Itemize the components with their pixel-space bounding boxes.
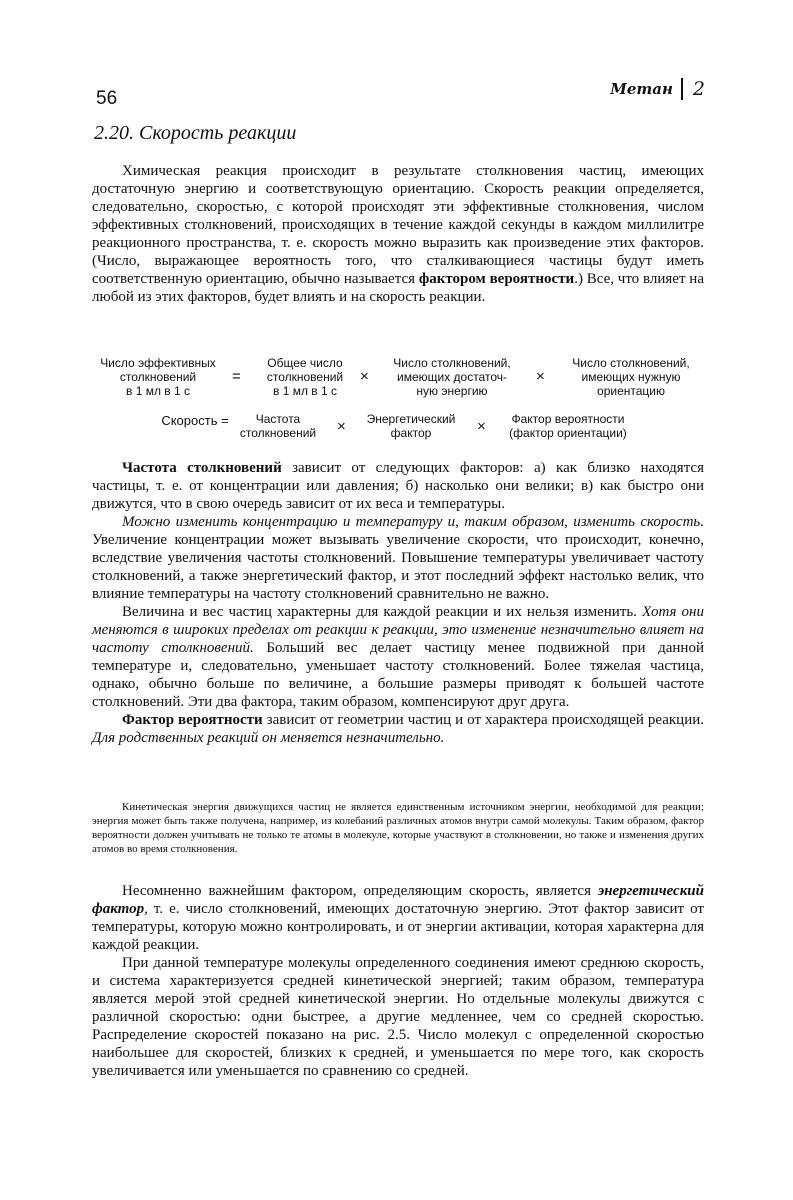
term-bold: энергетический фактор [92,883,704,917]
multiply-sign: × [337,418,346,435]
multiply-sign: × [536,368,545,385]
formula-term: Частота столкновений [239,412,317,440]
paragraph [92,459,704,513]
chapter-number: 2 [692,78,705,100]
text-run: Больший вес делает частицу менее подвижной при данной температуре и, следовательно, уменьшает частоту столкновений. Более тяжелая частица, однако, обычно больше по величине, а большие размеры приводят к большей частоте столкновений. Эти два фактора, таким образом, компенсируют друг друга. [92,640,704,710]
text-run: , т. е. число столкновений, имеющих достаточную энергию. Этот фактор зависит от температуры, которую можно контролировать, и от энергии активации, которая характерна для каждой реакции. [92,901,704,953]
formula-term: Общее число столкновений в 1 мл в 1 с [266,356,344,398]
formula-term: Энергетический фактор [366,412,456,440]
small-print-note [92,800,704,856]
paragraph [92,162,704,306]
formula-term: Фактор вероятности (фактор ориентации) [509,412,627,440]
term-bold: фактором вероятности [418,271,575,287]
note-text: Кинетическая энергия движущихся частиц не является единственным источником энергии, необходимой для реакции; энергия может быть также получена, например, из колебаний различных атомов внутри самой молекулы. Таким образом, фактор вероятности должен учитывать не только те атомы в молекуле, которые участвуют в столкновении, но также и изменения других атомов во время столкновения. [92,801,704,855]
paragraph [92,513,704,603]
paragraph [92,603,704,711]
text-italic: Хотя они меняются в широких пределах от реакции к реакции, это изменение незначительно влияет на частоту столкновений. [92,604,704,656]
paragraph [92,882,704,954]
formula-term: Число столкновений, имеющих достаточ- ную энергию [393,356,511,398]
running-head [610,78,705,100]
text-run: зависит от следующих факторов: а) как близко находятся частицы, т. е. от концентрации или давления; б) насколько они велики; в) как быстро они движутся, что в свою очередь зависит от их веса и температуры. [92,460,704,512]
multiply-sign: × [477,418,486,435]
term-bold: Частота столкновений [122,460,282,476]
divider [681,78,683,100]
body-paragraphs [92,459,704,747]
paragraph [92,711,704,747]
text-italic: Можно изменить концентрацию и температуру и, таким образом, изменить скорость. [122,514,704,530]
paragraph: При данной температуре молекулы определенного соединения имеют среднюю скорость, и система характеризуется средней кинетической энергией; таким образом, температура является мерой этой средней кинетической энергии. Но отдельные молекулы движутся с различной скоростью: одни быстрее, а другие медленнее, чем со средней скоростью. Распределение скоростей показано на рис. 2.5. Число молекул с определенной скоростью наибольшее для скоростей, близких к средней, и уменьшается по мере того, как скорость увеличивается или уменьшается по сравнению со средней. [92,955,704,1079]
text-run: Химическая реакция происходит в результате столкновения частиц, имеющих достаточную энергию и соответствующую ориентацию. Скорость реакции определяется, следовательно, скоростью, с которой происходят эти эффективные столкновения, числом эффективных столкновений, происходящих в течение каждой секунды в каждом миллилитре реакционного пространства, т. е. скорость можно выразить как произведение этих факторов. (Число, выражающее вероятность того, что сталкивающиеся частицы будут иметь соответственную ориентацию, обычно называется [92,163,704,287]
text-run: Увеличение концентрации может вызывать увеличение скорости, что происходит, конечно, вследствие увеличения частоты столкновений. Повышение температуры увеличивает частоту столкновений, а также энергетический фактор, и этот последний эффект настолько велик, что влияние температуры на частоту столкновений сравнительно не важно. [92,532,704,602]
text-run: зависит от геометрии частиц и от характера происходящей реакции. [262,712,705,728]
formula-lhs: Скорость = [161,413,229,428]
multiply-sign: × [360,368,369,385]
formula-term: Число эффективных столкновений в 1 мл в 1 с [100,356,216,398]
page-number: 56 [96,88,118,109]
equals-sign: = [232,368,241,385]
intro-paragraph [92,162,704,306]
running-title: Метан [610,80,673,98]
term-bold: Фактор вероятности [122,712,263,728]
text-italic: Для родственных реакций он меняется незначительно. [92,730,445,746]
text-run: Величина и вес частиц характерны для каждой реакции и их нельзя изменить. [122,604,643,620]
tail-paragraphs [92,882,704,1080]
section-title: 2.20. Скорость реакции [94,122,297,144]
text-run: Несомненно важнейшим фактором, определяющим скорость, является [122,883,598,899]
text-run: .) Все, что влияет на любой из этих факторов, будет влиять и на скорость реакции. [92,271,704,305]
formula-term: Число столкновений, имеющих нужную ориентацию [572,356,690,398]
